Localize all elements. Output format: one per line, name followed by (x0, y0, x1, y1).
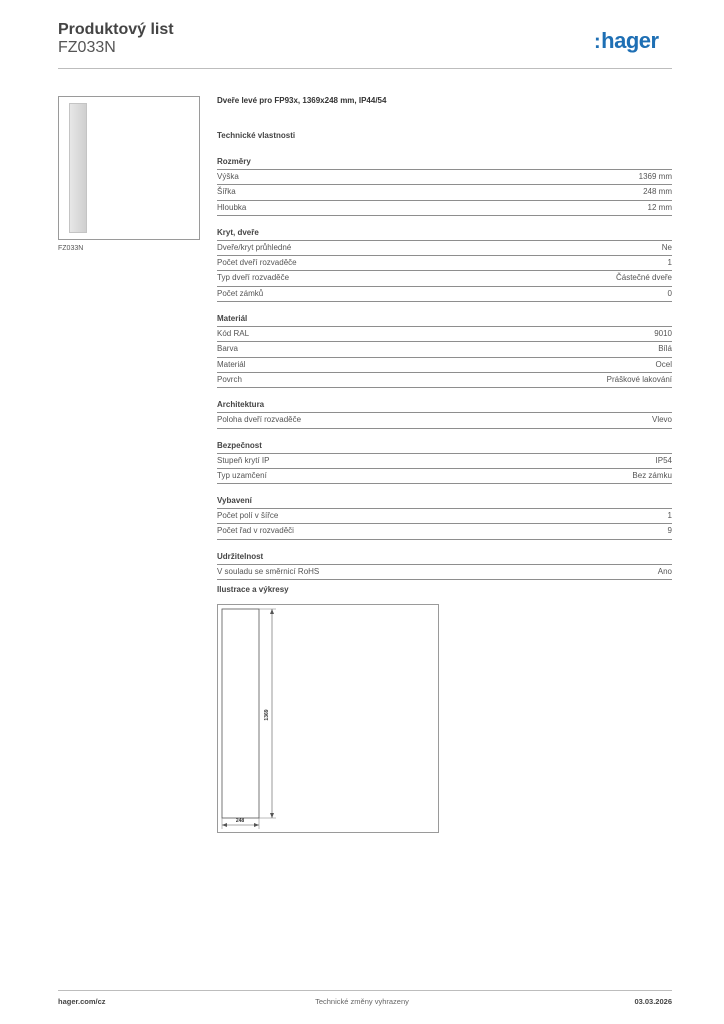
height-arrow-top-icon (270, 609, 274, 614)
illustrations-title: Ilustrace a výkresy (217, 585, 289, 594)
spec-label: Kód RAL (217, 329, 250, 339)
spec-row (217, 509, 672, 524)
spec-row (217, 454, 672, 469)
spec-value: Vlevo (651, 415, 672, 425)
spec-label: Poloha dveří rozvaděče (217, 415, 302, 425)
logo-dots-icon: : (594, 31, 601, 53)
spec-row (217, 185, 672, 200)
spec-label: Šířka (217, 187, 236, 197)
spec-value: 12 mm (647, 202, 672, 212)
spec-section-title: Architektura (217, 398, 672, 413)
spec-label: Typ uzamčení (217, 470, 267, 480)
spec-row (217, 358, 672, 373)
spec-section (217, 398, 672, 428)
spec-label: Počet dveří rozvaděče (217, 258, 297, 268)
spec-label: Počet zámků (217, 288, 264, 298)
spec-section (217, 155, 672, 216)
spec-section (217, 312, 672, 388)
height-dim-label: 1369 (264, 709, 270, 721)
spec-row (217, 201, 672, 216)
product-image (58, 96, 200, 240)
spec-section (217, 226, 672, 302)
spec-row (217, 287, 672, 302)
spec-value: 1 (667, 258, 672, 268)
spec-label: Materiál (217, 359, 246, 369)
spec-value: Ne (661, 242, 672, 252)
spec-label: Hloubka (217, 202, 247, 212)
spec-value: Bez zámku (632, 470, 672, 480)
drawing-svg (218, 605, 440, 834)
spec-value: 248 mm (643, 187, 672, 197)
spec-label: Typ dveří rozvaděče (217, 273, 290, 283)
spec-value: Ocel (655, 359, 672, 369)
spec-label: Dveře/kryt průhledné (217, 242, 292, 252)
spec-row (217, 170, 672, 185)
product-description: Dveře levé pro FP93x, 1369x248 mm, IP44/54 (217, 96, 387, 105)
footer-website-link[interactable]: hager.com/cz (58, 997, 106, 1006)
spec-value: Částečné dveře (615, 273, 672, 283)
header-divider (58, 68, 672, 69)
spec-section-title: Kryt, dveře (217, 226, 672, 241)
footer-date: 03.03.2026 (634, 997, 672, 1006)
product-image-caption: FZ033N (58, 245, 84, 252)
width-arrow-left-icon (222, 823, 227, 827)
hager-logo[interactable] (594, 28, 659, 54)
spec-section (217, 550, 672, 580)
spec-value: 1369 mm (638, 172, 672, 181)
spec-section (217, 439, 672, 485)
technical-drawing (217, 604, 439, 833)
page-title: Produktový list (58, 21, 174, 38)
spec-row (217, 413, 672, 428)
tech-properties-title: Technické vlastnosti (217, 131, 296, 140)
spec-table (217, 155, 672, 590)
spec-label: Počet polí v šířce (217, 511, 279, 521)
spec-section-title: Materiál (217, 312, 672, 327)
spec-row (217, 342, 672, 357)
spec-section-title: Vybavení (217, 494, 672, 509)
spec-value: 1 (667, 511, 672, 521)
spec-section-title: Bezpečnost (217, 439, 672, 454)
spec-value: 9 (667, 526, 672, 536)
spec-row (217, 256, 672, 271)
spec-value: 0 (667, 288, 672, 298)
spec-value: 9010 (654, 329, 672, 339)
door-outline (222, 609, 259, 818)
spec-label: Barva (217, 344, 238, 354)
spec-label: Počet řad v rozvaděči (217, 526, 294, 536)
spec-row (217, 373, 672, 388)
spec-label: V souladu se směrnicí RoHS (217, 566, 320, 576)
spec-label: Výška (217, 172, 239, 181)
product-code: FZ033N (58, 39, 116, 56)
spec-value: IP54 (655, 455, 672, 465)
footer-notice: Technické změny vyhrazeny (315, 997, 409, 1006)
spec-value: Ano (657, 566, 672, 576)
logo-text: hager (601, 28, 659, 53)
footer-divider (58, 990, 672, 991)
spec-row (217, 271, 672, 286)
spec-section-title: Udržitelnost (217, 550, 672, 565)
spec-label: Povrch (217, 374, 242, 384)
spec-value: Bílá (658, 344, 672, 354)
spec-value: Práškové lakování (606, 374, 672, 384)
spec-section-title: Rozměry (217, 155, 672, 170)
spec-row (217, 565, 672, 580)
spec-row (217, 241, 672, 256)
spec-label: Stupeň krytí IP (217, 455, 270, 465)
width-dim-label: 248 (235, 818, 245, 824)
spec-section (217, 494, 672, 540)
spec-row (217, 524, 672, 539)
door-panel-icon (69, 103, 87, 233)
spec-row (217, 327, 672, 342)
spec-row (217, 469, 672, 484)
height-arrow-bottom-icon (270, 813, 274, 818)
width-arrow-right-icon (254, 823, 259, 827)
